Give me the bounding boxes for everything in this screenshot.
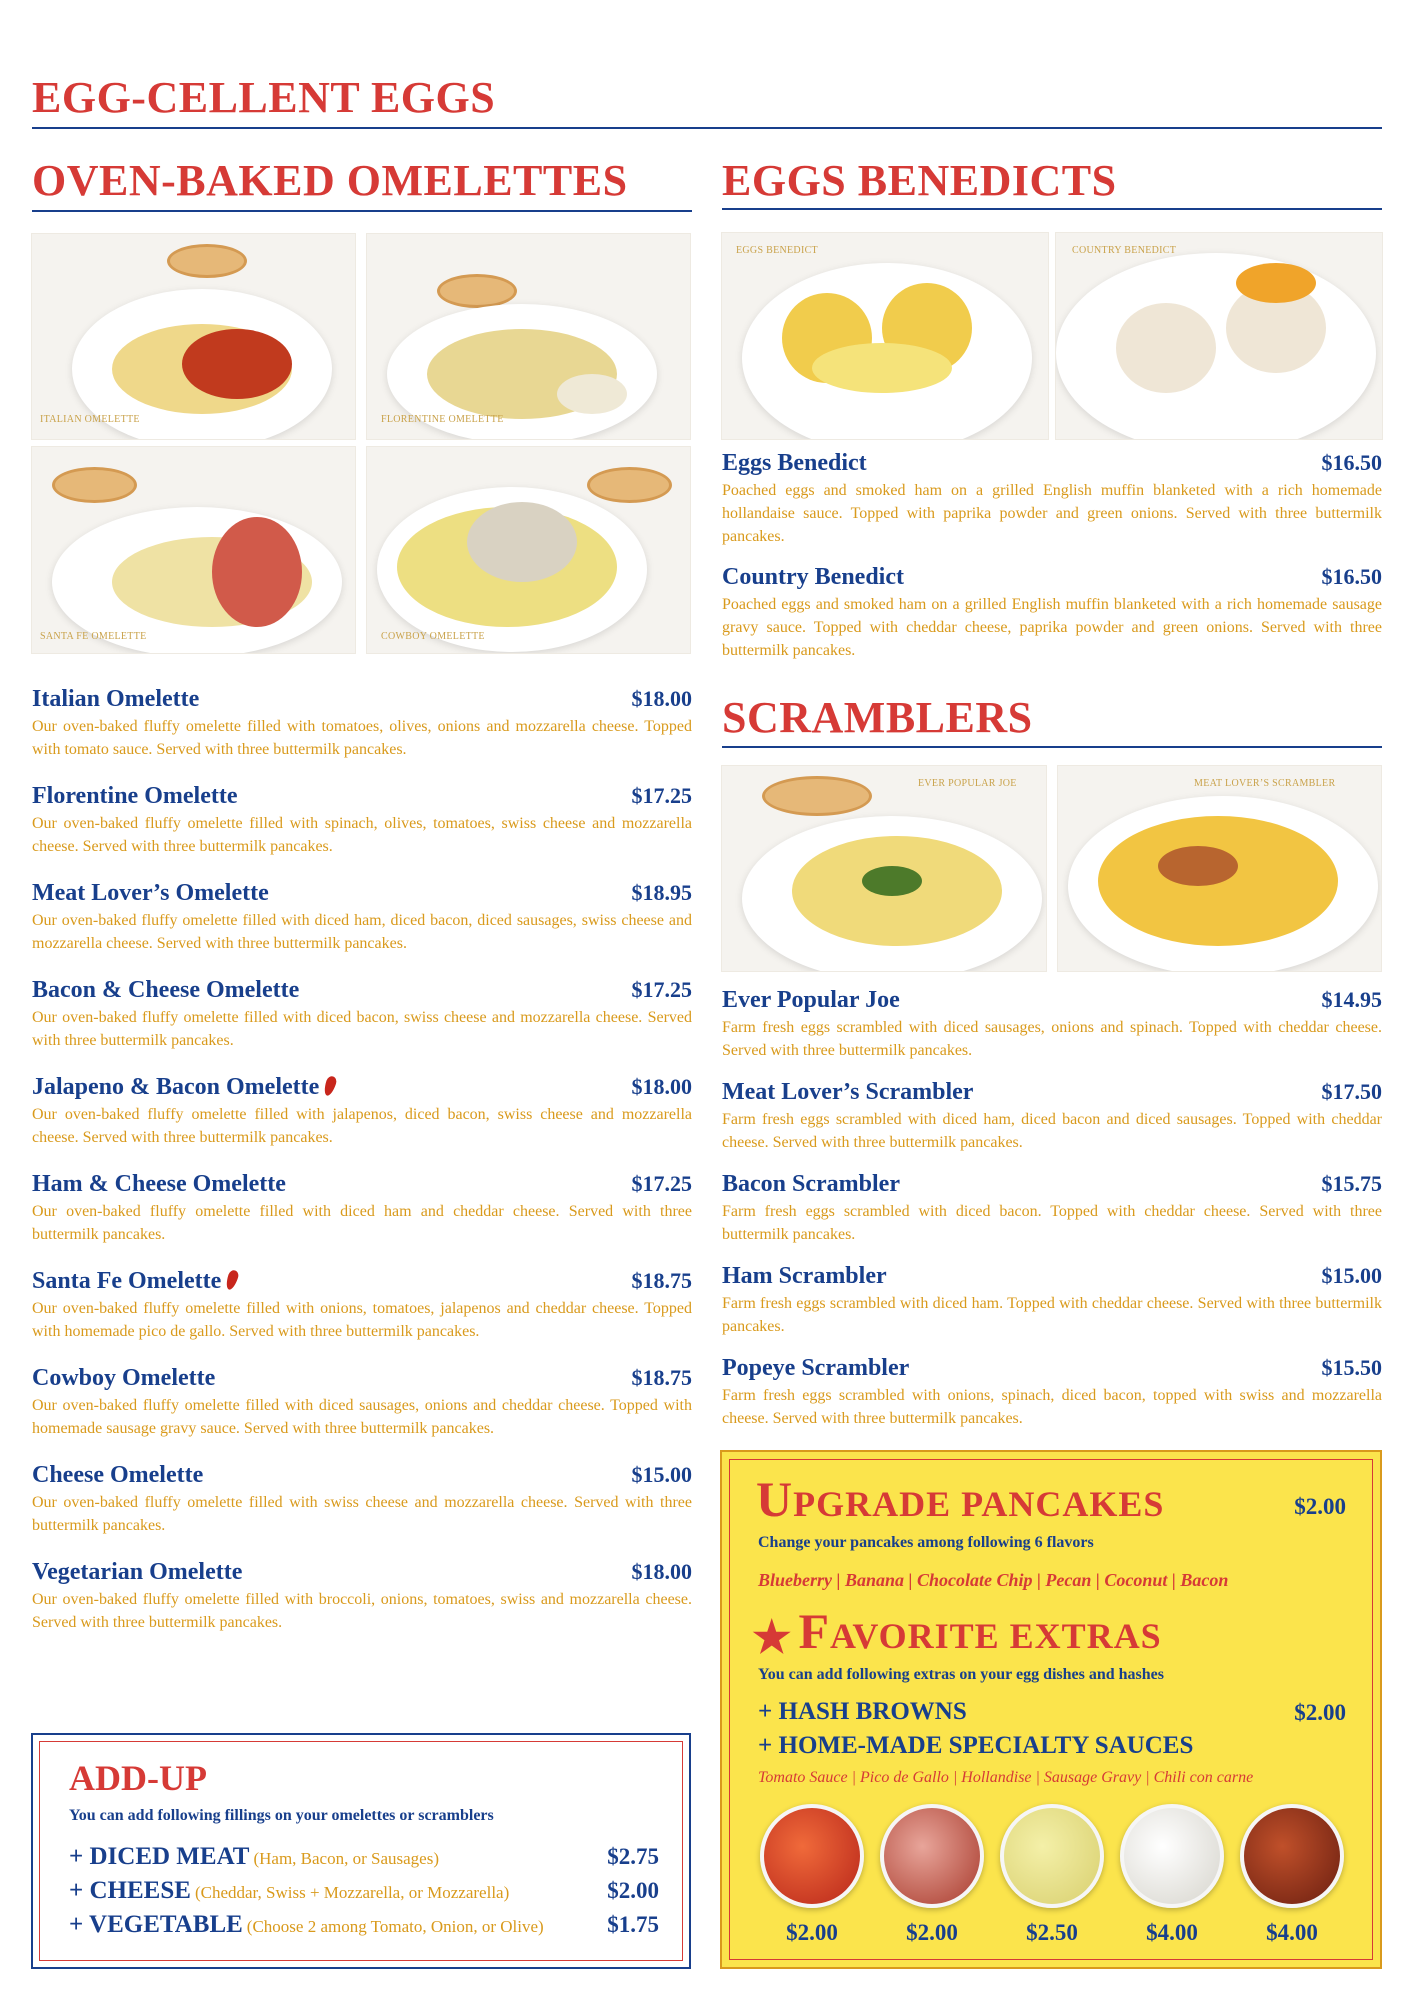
item-description: Our oven-baked fluffy omelette filled with diced sausages, onions and cheddar cheese. Topped with homemade sausage gravy sauce. Served with three buttermilk pancakes.	[32, 1397, 692, 1437]
benedicts-divider	[722, 208, 1382, 210]
item-price: $16.50	[1321, 450, 1382, 475]
item-description: Our oven-baked fluffy omelette filled with diced ham, diced bacon, diced sausages, swiss cheese and mozzarella cheese. Served with three buttermilk pancakes.	[32, 912, 692, 952]
item-description: Our oven-baked fluffy omelette filled with swiss cheese and mozzarella cheese. Served with three buttermilk pancakes.	[32, 1494, 692, 1534]
item-description: Poached eggs and smoked ham on a grilled English muffin blanketed with a rich homemade sausage gravy sauce. Topped with cheddar cheese, paprika powder and green onions. Served with three buttermilk pancakes.	[722, 596, 1382, 659]
addup-detail: (Cheddar, Swiss + Mozzarella, or Mozzarella)	[194, 1883, 510, 1902]
item-price: $15.00	[1321, 1263, 1382, 1288]
menu-item	[32, 1462, 692, 1537]
sauce-price: $2.00	[906, 1920, 958, 1945]
omelettes-title: OVEN-BAKED OMELETTES	[32, 156, 628, 205]
page-title: EGG-CELLENT EGGS	[32, 73, 496, 122]
photo-caption: ITALIAN OMELETTE	[40, 414, 140, 425]
item-price: $14.95	[1321, 987, 1382, 1012]
item-name: Ham Scrambler	[722, 1263, 887, 1289]
item-name: Eggs Benedict	[722, 450, 867, 476]
sausage-gravy-bowl	[1120, 1804, 1224, 1908]
item-price: $17.25	[631, 1171, 692, 1196]
menu-item	[722, 1263, 1382, 1338]
item-name: Santa Fe Omelette	[32, 1268, 222, 1294]
addup-detail: (Ham, Bacon, or Sausages)	[253, 1849, 439, 1868]
hollandaise-bowl	[1000, 1804, 1104, 1908]
item-description: Our oven-baked fluffy omelette filled with broccoli, onions, tomatoes, swiss and mozzarella cheese. Served with three buttermilk pancakes.	[32, 1591, 692, 1631]
item-price: $15.50	[1321, 1355, 1382, 1380]
menu-item	[32, 1074, 692, 1149]
item-price: $18.75	[631, 1268, 692, 1293]
sauces-list: Tomato Sauce | Pico de Gallo | Hollandise | Sausage Gravy | Chili con carne	[758, 1769, 1254, 1786]
benedicts-title: EGGS BENEDICTS	[722, 156, 1117, 205]
photo-caption: COWBOY OMELETTE	[381, 631, 485, 642]
chili-con-carne-bowl	[1240, 1804, 1344, 1908]
item-name: Vegetarian Omelette	[32, 1559, 243, 1585]
item-price: $18.00	[631, 686, 692, 711]
addup-label: + CHEESE	[69, 1877, 191, 1904]
menu-item	[722, 450, 1382, 548]
header-divider	[32, 127, 1382, 129]
item-name: Italian Omelette	[32, 686, 200, 712]
item-name: Bacon & Cheese Omelette	[32, 977, 300, 1003]
country-benedict-photo	[1055, 232, 1383, 440]
scramblers-divider	[722, 746, 1382, 748]
addup-detail: (Choose 2 among Tomato, Onion, or Olive)	[246, 1917, 544, 1936]
item-name: Country Benedict	[722, 564, 904, 590]
photo-caption: MEAT LOVER’S SCRAMBLER	[1194, 778, 1336, 789]
addup-price: $2.00	[607, 1878, 659, 1903]
santa-fe-omelette-photo	[31, 446, 356, 654]
item-price: $18.75	[631, 1365, 692, 1390]
menu-item	[722, 564, 1382, 662]
item-description: Poached eggs and smoked ham on a grilled English muffin blanketed with a rich homemade hollandaise sauce. Topped with paprika powder and green onions. Served with three buttermilk pancakes.	[722, 482, 1382, 545]
photo-caption: EGGS BENEDICT	[736, 245, 818, 256]
menu-item	[722, 1355, 1382, 1430]
item-description: Farm fresh eggs scrambled with diced bacon. Topped with cheddar cheese. Served with three buttermilk pancakes.	[722, 1203, 1382, 1243]
item-description: Our oven-baked fluffy omelette filled with tomatoes, olives, onions and mozzarella cheese. Topped with tomato sauce. Served with three buttermilk pancakes.	[32, 718, 692, 758]
item-description: Our oven-baked fluffy omelette filled with jalapenos, diced bacon, swiss cheese and mozzarella cheese. Served with three buttermilk pancakes.	[32, 1106, 692, 1146]
item-price: $15.75	[1321, 1171, 1382, 1196]
eggs-benedict-photo	[721, 232, 1049, 440]
upgrade-extras-box	[720, 1450, 1382, 1969]
item-description: Our oven-baked fluffy omelette filled with diced ham and cheddar cheese. Served with three buttermilk pancakes.	[32, 1203, 692, 1243]
sauce-price: $4.00	[1266, 1920, 1318, 1945]
upgrade-subtitle: Change your pancakes among following 6 flavors	[758, 1534, 1094, 1551]
menu-item	[32, 1268, 692, 1343]
item-description: Farm fresh eggs scrambled with onions, spinach, diced bacon, topped with swiss and mozzarella cheese. Served with three buttermilk pancakes.	[722, 1387, 1382, 1427]
menu-item	[722, 1079, 1382, 1154]
tomato-sauce-bowl	[760, 1804, 864, 1908]
item-description: Farm fresh eggs scrambled with diced ham. Topped with cheddar cheese. Served with three buttermilk pancakes.	[722, 1295, 1382, 1335]
addup-label: + DICED MEAT	[69, 1843, 250, 1870]
pico-de-gallo-bowl	[880, 1804, 984, 1908]
menu-item	[32, 1171, 692, 1246]
photo-caption: COUNTRY BENEDICT	[1072, 245, 1177, 256]
addup-subtitle: You can add following fillings on your omelettes or scramblers	[69, 1807, 494, 1824]
meat-lovers-scrambler-photo	[1057, 765, 1382, 972]
item-price: $18.00	[631, 1074, 692, 1099]
chili-pepper-icon	[224, 1269, 240, 1291]
sauce-price: $4.00	[1146, 1920, 1198, 1945]
item-description: Our oven-baked fluffy omelette filled with diced bacon, swiss cheese and mozzarella cheese. Served with three buttermilk pancakes.	[32, 1009, 692, 1049]
menu-item	[32, 977, 692, 1052]
menu-item	[32, 686, 692, 761]
sauce-price: $2.00	[786, 1920, 838, 1945]
menu-item	[722, 1171, 1382, 1246]
item-price: $17.50	[1321, 1079, 1382, 1104]
item-price: $15.00	[631, 1462, 692, 1487]
photo-caption: EVER POPULAR JOE	[918, 778, 1017, 789]
item-name: Meat Lover’s Scrambler	[722, 1079, 974, 1105]
item-price: $18.00	[631, 1559, 692, 1584]
chili-pepper-icon	[322, 1075, 338, 1097]
addup-price: $1.75	[607, 1912, 659, 1937]
item-name: Ever Popular Joe	[722, 987, 900, 1013]
ever-popular-joe-photo	[721, 765, 1047, 972]
item-price: $18.95	[631, 880, 692, 905]
hash-browns-label: + HASH BROWNS	[758, 1698, 967, 1725]
item-name: Cheese Omelette	[32, 1462, 204, 1488]
addup-line	[69, 1877, 659, 1905]
star-icon: ★	[752, 1613, 793, 1662]
pancake-flavors: Blueberry | Banana | Chocolate Chip | Pecan | Coconut | Bacon	[758, 1570, 1229, 1590]
menu-item	[32, 1365, 692, 1440]
item-name: Florentine Omelette	[32, 783, 238, 809]
item-description: Our oven-baked fluffy omelette filled with onions, tomatoes, jalapenos and cheddar cheese. Topped with homemade pico de gallo. Served with three buttermilk pancakes.	[32, 1300, 692, 1340]
menu-item	[32, 880, 692, 955]
specialty-sauces-label: + HOME-MADE SPECIALTY SAUCES	[758, 1732, 1194, 1759]
hash-browns-price: $2.00	[1294, 1700, 1346, 1725]
photo-caption: FLORENTINE OMELETTE	[381, 414, 504, 425]
addup-box	[31, 1733, 691, 1969]
scramblers-title: SCRAMBLERS	[722, 693, 1033, 742]
item-description: Our oven-baked fluffy omelette filled with spinach, olives, tomatoes, swiss cheese and mozzarella cheese. Served with three buttermilk pancakes.	[32, 815, 692, 855]
menu-item	[32, 783, 692, 858]
addup-label: + VEGETABLE	[69, 1911, 243, 1938]
item-description: Farm fresh eggs scrambled with diced ham, diced bacon and diced sausages. Topped with cheddar cheese. Served with three buttermilk pancakes.	[722, 1111, 1382, 1151]
item-name: Popeye Scrambler	[722, 1355, 910, 1381]
addup-line	[69, 1843, 659, 1871]
item-name: Ham & Cheese Omelette	[32, 1171, 286, 1197]
item-name: Cowboy Omelette	[32, 1365, 216, 1391]
favorite-extras-title: ★ FAVORITE EXTRAS	[752, 1603, 1162, 1662]
addup-line	[69, 1911, 659, 1939]
item-description: Farm fresh eggs scrambled with diced sausages, onions and spinach. Topped with cheddar cheese. Served with three buttermilk pancakes.	[722, 1019, 1382, 1059]
extras-subtitle: You can add following extras on your egg dishes and hashes	[758, 1666, 1165, 1683]
upgrade-pancakes-title: UPGRADE PANCAKES	[756, 1471, 1165, 1527]
italian-omelette-photo	[31, 233, 356, 440]
item-price: $17.25	[631, 977, 692, 1002]
addup-title: ADD-UP	[69, 1758, 207, 1798]
florentine-omelette-photo	[366, 233, 691, 440]
item-name: Jalapeno & Bacon Omelette	[32, 1074, 320, 1100]
menu-item	[32, 1559, 692, 1634]
upgrade-pancakes-price: $2.00	[1294, 1494, 1346, 1519]
item-price: $16.50	[1321, 564, 1382, 589]
omelettes-divider	[32, 210, 692, 212]
cowboy-omelette-photo	[366, 446, 691, 654]
menu-item	[722, 987, 1382, 1062]
item-name: Meat Lover’s Omelette	[32, 880, 269, 906]
photo-caption: SANTA FE OMELETTE	[40, 631, 147, 642]
item-price: $17.25	[631, 783, 692, 808]
item-name: Bacon Scrambler	[722, 1171, 900, 1197]
addup-price: $2.75	[607, 1844, 659, 1869]
sauce-price: $2.50	[1026, 1920, 1078, 1945]
